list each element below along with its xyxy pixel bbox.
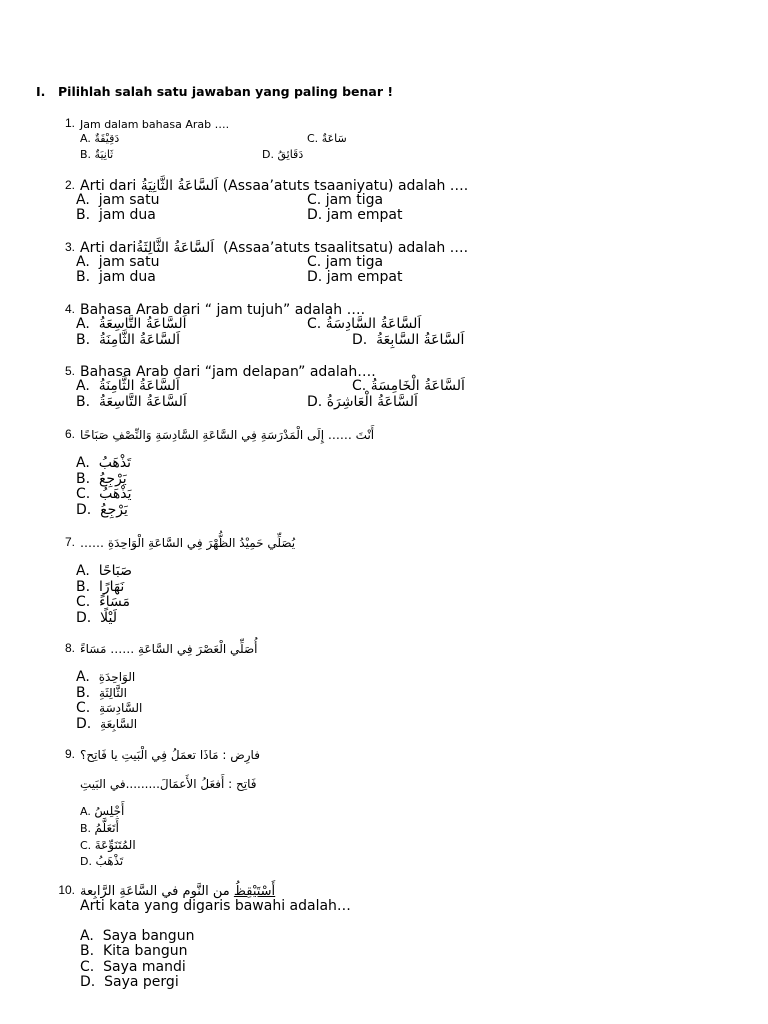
option-letter: B. [80,943,95,959]
option-text: الثَّالِثَةِ [98,686,127,700]
option-text: نَهَارًا [98,579,125,595]
option-letter: B. [76,685,91,701]
question-8 [64,640,258,656]
question-number: 9. [64,747,75,761]
question-2 [64,177,469,194]
option-c[interactable] [307,255,383,270]
underlined-word: أَسْتَيْقِظُ [233,884,276,899]
question-text: Bahasa Arab dari “jam delapan” adalah…. [80,364,376,380]
option-c[interactable] [307,193,383,208]
option-letter: A. [76,316,90,332]
option-letter: A. [80,928,94,944]
option-text: Kita bangun [102,943,188,959]
option-text: jam dua [98,207,156,223]
question-text-part: (Assaa’atuts tsaalitsatu) adalah …. [223,240,469,256]
option-text: اَلسَّاعَةُ السَّابِعَةُ [376,332,465,348]
option-text: أَجْلِسُ [94,804,125,818]
option-letter: A. [76,563,90,579]
option-d[interactable] [307,395,418,410]
option-text: ثَانِيَةٌ [94,148,114,161]
option-c[interactable] [307,131,347,146]
question-9 [64,746,260,762]
question-7 [64,534,296,550]
question-text-part: (Assaa’atuts tsaaniyatu) adalah …. [222,178,469,194]
question-number: 6. [64,427,75,441]
option-a[interactable] [76,193,159,208]
option-c[interactable] [352,379,465,394]
option-text: jam satu [98,254,160,270]
option-text: دَقَائِقُ [277,148,304,161]
question-3 [64,239,469,256]
option-d[interactable] [80,854,123,869]
question-text-part: فَاتِح : أَفعَلُ الأَعمَالَ.........في البَيتِ [80,777,257,791]
section-number: I. [36,84,46,99]
option-text: اَلسَّاعَةُ الثَّامِنَةُ [98,332,181,348]
option-b[interactable] [76,333,180,348]
question-text-part: اَلسَّاعَةُ الثَّالِثَةُ [136,240,215,256]
option-a[interactable] [76,456,131,471]
question-6 [64,426,375,442]
option-d[interactable] [307,270,402,285]
option-a[interactable] [76,255,159,270]
option-text: jam dua [98,269,156,285]
option-d[interactable] [307,208,402,223]
question-instruction [80,899,351,914]
option-letter: A. [76,254,90,270]
option-text: يَذْهَبُ [99,486,132,502]
option-a[interactable] [76,670,135,685]
option-letter: D. [262,148,274,161]
option-letter: D. [307,207,323,223]
option-a[interactable] [76,564,132,579]
question-text: يُصَلِّي حَمِيْدُ الظُّهْرَ فِي السَّاعَةِ الْوَاحِدَةِ …… [80,536,296,550]
question-5 [64,363,376,380]
option-letter: C. [80,959,95,975]
question-number: 5. [64,364,75,378]
option-b[interactable] [76,686,127,701]
option-a[interactable] [76,317,187,332]
option-letter: A. [76,455,90,471]
question-number: 10. [58,883,75,897]
option-a[interactable] [80,804,124,819]
option-c[interactable] [80,960,186,975]
question-text-part: اَلسَّاعَةُ الثَّانِيَةُ [140,178,219,194]
option-text: السَّادِسَةِ [99,701,143,715]
option-text: اَلسَّاعَةُ الثَّامِنَةُ [98,378,180,394]
option-letter: B. [76,471,91,487]
question-text-line1: فارِض : مَاذَا تعمَلُ فِي الْبَيتِ يا فَاتِح؟ [80,748,260,762]
option-letter: B. [80,822,92,835]
option-letter: C. [76,594,91,610]
option-letter: A. [76,669,90,685]
option-d[interactable] [262,147,303,162]
option-text: Saya pergi [104,974,179,990]
option-text: مَسَاءً [99,594,130,610]
option-text: تَذْهَبُ [95,854,124,868]
option-text: jam empat [326,269,403,285]
option-letter: A. [80,132,91,145]
question-text [80,884,275,899]
option-text: jam tiga [325,254,384,270]
option-text: Saya bangun [102,928,195,944]
option-d[interactable] [76,717,137,732]
option-text: اَلسَّاعَةُ الْعَاشِرَةُ [326,394,418,410]
option-b[interactable] [80,944,188,959]
question-number: 1. [64,116,75,130]
question-text-part: Arti dari [80,240,137,256]
question-1 [64,115,230,131]
option-text: Saya mandi [103,959,186,975]
question-text: أُصَلِّي الْعَصْرَ فِي السَّاعَةِ …… مَسَاءً [80,642,258,656]
option-a[interactable] [80,929,194,944]
option-b[interactable] [76,580,124,595]
option-letter: D. [307,269,323,285]
option-letter: B. [76,269,91,285]
option-letter: A. [76,378,90,394]
option-letter: D. [80,855,92,868]
option-text: أَتَعَلَّمُ [94,821,119,835]
option-b[interactable] [76,395,187,410]
option-text: تَذْهَبُ [98,455,132,471]
option-letter: C. [76,486,91,502]
option-text: الوَاحِدَةِ [98,670,136,684]
option-b[interactable] [80,147,113,162]
question-10 [58,882,276,899]
question-number: 4. [64,302,75,316]
question-number: 8. [64,641,75,655]
section-instruction: Pilihlah salah satu jawaban yang paling benar ! [58,84,394,99]
option-letter: D. [352,332,368,348]
option-letter: C. [307,254,322,270]
option-b[interactable] [80,821,119,836]
option-letter: C. [352,378,367,394]
option-letter: B. [76,207,91,223]
option-letter: D. [80,974,96,990]
option-d[interactable] [352,333,464,348]
section-heading [36,84,393,99]
option-letter: B. [80,148,92,161]
option-c[interactable] [80,838,136,853]
option-b[interactable] [76,208,156,223]
option-letter: D. [76,610,92,626]
option-c[interactable] [76,487,132,502]
option-b[interactable] [76,472,127,487]
option-d[interactable] [76,503,128,518]
question-text-line2 [80,776,256,792]
option-letter: B. [76,394,91,410]
option-text: لَيْلًا [100,610,117,626]
option-c[interactable] [76,595,130,610]
option-letter: A. [80,805,91,818]
option-text: دَقِيْقَةٌ [94,132,120,145]
question-text: Bahasa Arab dari “ jam tujuh” adalah …. [80,302,366,318]
question-number: 3. [64,240,75,254]
option-letter: B. [76,332,91,348]
option-letter: C. [307,316,322,332]
option-text: jam empat [326,207,403,223]
option-text: jam satu [98,192,160,208]
question-number: 7. [64,535,75,549]
option-text: اَلسَّاعَةُ التَّاسِعَةُ [98,394,187,410]
option-text: يَرْجِعُ [100,502,128,518]
option-letter: D. [76,502,92,518]
option-c[interactable] [76,701,142,716]
option-letter: C. [80,839,92,852]
option-d[interactable] [80,975,179,990]
option-letter: C. [307,132,319,145]
question-text-part: من النَّوم في السَّاعَةِ الرَّابِعة [80,884,234,899]
option-letter: D. [76,716,92,732]
option-letter: D. [307,394,323,410]
option-letter: C. [307,192,322,208]
question-4 [64,301,366,318]
option-text: اَلسَّاعَةُ التَّاسِعَةُ [98,316,187,332]
question-text-part: Arti dari [80,178,137,194]
option-text: صَبَاحًا [98,563,132,579]
option-a[interactable] [76,379,180,394]
option-letter: A. [76,192,90,208]
question-text: Jam dalam bahasa Arab …. [80,118,230,131]
option-text: السَّابِعَةِ [100,717,138,731]
option-text: اَلسَّاعَةُ السَّادِسَةُ [325,316,422,332]
option-letter: C. [76,700,91,716]
option-text: Arti kata yang digaris bawahi adalah… [80,898,351,914]
option-a[interactable] [80,131,119,146]
option-letter: B. [76,579,91,595]
option-d[interactable] [76,611,117,626]
option-text: يَرْجِعُ [98,471,127,487]
question-text: أَنْتَ …… إِلَى الْمَدْرَسَةِ فِي السَّاعَةِ السَّادِسَةِ وَالنِّصْفِ صَبَاحًا [80,428,375,442]
option-text: jam tiga [325,192,384,208]
option-c[interactable] [307,317,421,332]
option-text: سَاعَةٌ [321,132,347,145]
question-number: 2. [64,178,75,192]
option-text: اَلسَّاعَةُ الْخَامِسَةُ [370,378,465,394]
option-b[interactable] [76,270,156,285]
option-text: المُتَنَوِّعَةَ [94,838,136,852]
